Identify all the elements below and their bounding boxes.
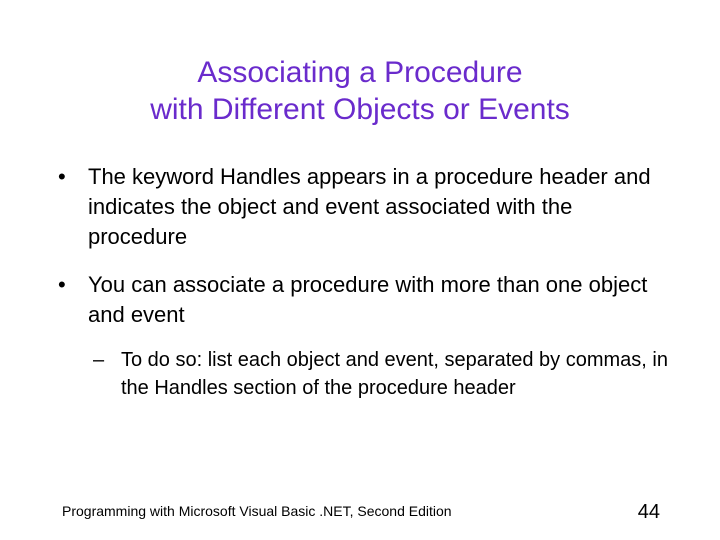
bullet-text: The keyword Handles appears in a procedure header and indicates the object and event associated with the procedure	[88, 164, 651, 249]
bullet-marker: •	[58, 164, 66, 189]
page-number: 44	[637, 501, 660, 523]
title-line-2: with Different Objects or Events	[150, 93, 570, 126]
bullet-text: You can associate a procedure with more than one object and event	[88, 272, 648, 327]
sub-bullet-marker: –	[93, 349, 105, 371]
slide-footer: Programming with Microsoft Visual Basic .NET, Second Edition	[62, 503, 452, 519]
bullet-item-handles-keyword	[58, 162, 658, 252]
title-line-1: Associating a Procedure	[197, 56, 523, 89]
sub-bullet-text: To do so: list each object and event, separated by commas, in the Handles section of the procedure header	[121, 349, 668, 399]
bullet-marker: •	[58, 272, 66, 297]
bullet-item-multiple-objects	[58, 270, 658, 330]
sub-bullet-item-how-to	[93, 346, 673, 402]
slide-title	[0, 54, 720, 128]
